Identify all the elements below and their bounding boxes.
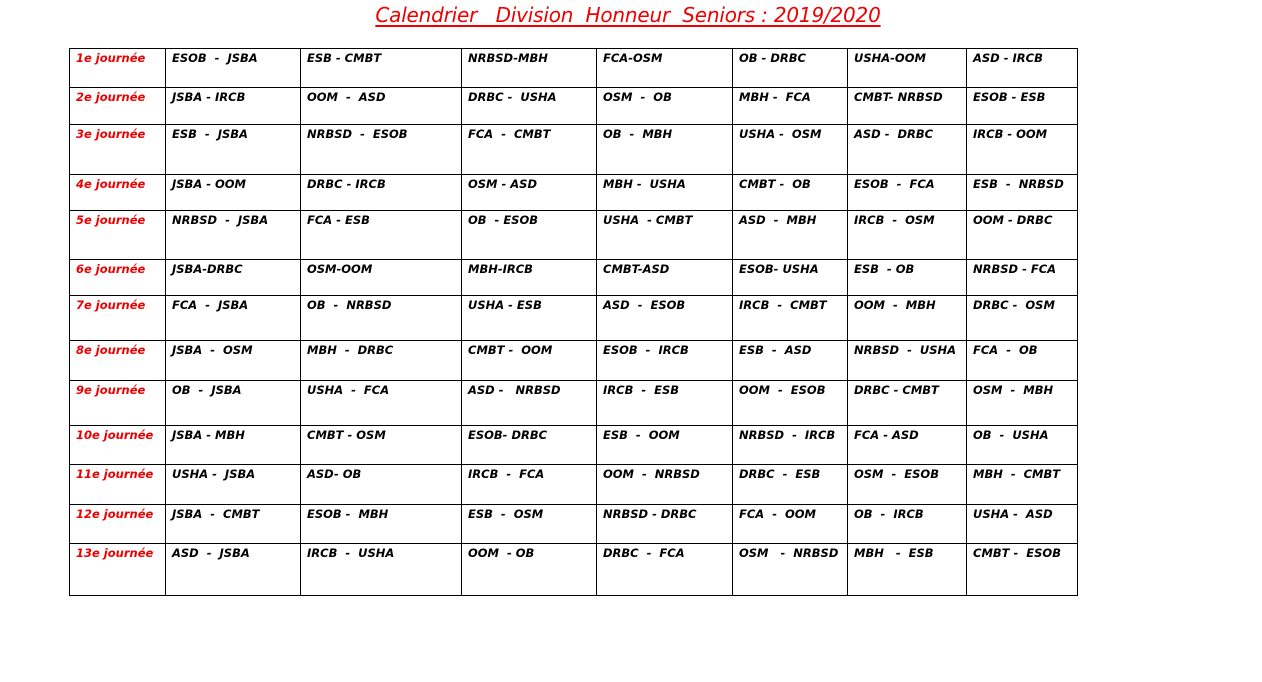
match-cell: IRCB - ESB (597, 381, 733, 426)
match-cell: DRBC - CMBT (848, 381, 967, 426)
match-cell: USHA - CMBT (597, 211, 733, 260)
match-cell: OB - IRCB (848, 505, 967, 544)
round-row (70, 260, 1078, 296)
round-label: 4e journée (70, 175, 166, 211)
match-cell: OB - DRBC (733, 49, 848, 88)
match-cell: JSBA - OOM (166, 175, 301, 211)
round-label: 2e journée (70, 88, 166, 125)
match-cell: OB - NRBSD (301, 296, 462, 341)
round-row (70, 341, 1078, 381)
match-cell: USHA - FCA (301, 381, 462, 426)
match-cell: JSBA - CMBT (166, 505, 301, 544)
round-label: 10e journée (70, 426, 166, 465)
round-label: 1e journée (70, 49, 166, 88)
match-cell: CMBT - OSM (301, 426, 462, 465)
round-row (70, 125, 1078, 175)
match-cell: CMBT - OOM (462, 341, 597, 381)
match-cell: NRBSD - JSBA (166, 211, 301, 260)
match-cell: ASD - NRBSD (462, 381, 597, 426)
match-cell: JSBA - MBH (166, 426, 301, 465)
round-row (70, 49, 1078, 88)
fixtures-table (69, 48, 1078, 596)
match-cell: OSM - OB (597, 88, 733, 125)
match-cell: USHA - ESB (462, 296, 597, 341)
match-cell: USHA - OSM (733, 125, 848, 175)
round-label: 13e journée (70, 544, 166, 596)
match-cell: OOM - ASD (301, 88, 462, 125)
match-cell: FCA - JSBA (166, 296, 301, 341)
match-cell: OOM - DRBC (967, 211, 1078, 260)
round-row (70, 426, 1078, 465)
match-cell: ESB - OOM (597, 426, 733, 465)
match-cell: JSBA-DRBC (166, 260, 301, 296)
round-label: 7e journée (70, 296, 166, 341)
match-cell: JSBA - OSM (166, 341, 301, 381)
match-cell: OOM - OB (462, 544, 597, 596)
round-row (70, 381, 1078, 426)
round-label: 12e journée (70, 505, 166, 544)
match-cell: CMBT- NRBSD (848, 88, 967, 125)
match-cell: OOM - MBH (848, 296, 967, 341)
match-cell: ESB - CMBT (301, 49, 462, 88)
match-cell: ESB - NRBSD (967, 175, 1078, 211)
match-cell: OSM - ESOB (848, 465, 967, 505)
match-cell: FCA - OOM (733, 505, 848, 544)
match-cell: CMBT - OB (733, 175, 848, 211)
round-label: 8e journée (70, 341, 166, 381)
match-cell: MBH-IRCB (462, 260, 597, 296)
match-cell: ESB - OB (848, 260, 967, 296)
match-cell: USHA - ASD (967, 505, 1078, 544)
match-cell: MBH - CMBT (967, 465, 1078, 505)
match-cell: ASD - ESOB (597, 296, 733, 341)
match-cell: OOM - NRBSD (597, 465, 733, 505)
round-label: 6e journée (70, 260, 166, 296)
match-cell: MBH - ESB (848, 544, 967, 596)
match-cell: FCA - ESB (301, 211, 462, 260)
round-label: 3e journée (70, 125, 166, 175)
match-cell: FCA - ASD (848, 426, 967, 465)
match-cell: NRBSD - FCA (967, 260, 1078, 296)
match-cell: FCA - OB (967, 341, 1078, 381)
match-cell: ESOB - IRCB (597, 341, 733, 381)
match-cell: MBH - FCA (733, 88, 848, 125)
match-cell: NRBSD - DRBC (597, 505, 733, 544)
match-cell: OB - ESOB (462, 211, 597, 260)
match-cell: OSM - ASD (462, 175, 597, 211)
match-cell: NRBSD - USHA (848, 341, 967, 381)
match-cell: ESB - ASD (733, 341, 848, 381)
match-cell: NRBSD - IRCB (733, 426, 848, 465)
round-row (70, 465, 1078, 505)
match-cell: USHA - JSBA (166, 465, 301, 505)
round-row (70, 544, 1078, 596)
match-cell: OSM - NRBSD (733, 544, 848, 596)
round-label: 5e journée (70, 211, 166, 260)
round-row (70, 88, 1078, 125)
match-cell: MBH - USHA (597, 175, 733, 211)
match-cell: OB - MBH (597, 125, 733, 175)
match-cell: ASD - JSBA (166, 544, 301, 596)
match-cell: NRBSD - ESOB (301, 125, 462, 175)
match-cell: ESOB - JSBA (166, 49, 301, 88)
match-cell: CMBT - ESOB (967, 544, 1078, 596)
match-cell: ESOB- USHA (733, 260, 848, 296)
match-cell: IRCB - USHA (301, 544, 462, 596)
match-cell: IRCB - OOM (967, 125, 1078, 175)
match-cell: OSM-OOM (301, 260, 462, 296)
match-cell: IRCB - OSM (848, 211, 967, 260)
match-cell: ASD- OB (301, 465, 462, 505)
match-cell: ASD - MBH (733, 211, 848, 260)
round-row (70, 505, 1078, 544)
page-title: Calendrier Division Honneur Seniors : 2019/2020 (375, 3, 881, 27)
match-cell: JSBA - IRCB (166, 88, 301, 125)
round-label: 11e journée (70, 465, 166, 505)
match-cell: ESOB - ESB (967, 88, 1078, 125)
match-cell: ASD - DRBC (848, 125, 967, 175)
round-row (70, 211, 1078, 260)
match-cell: NRBSD-MBH (462, 49, 597, 88)
match-cell: ESOB - MBH (301, 505, 462, 544)
match-cell: IRCB - CMBT (733, 296, 848, 341)
match-cell: CMBT-ASD (597, 260, 733, 296)
round-row (70, 175, 1078, 211)
match-cell: ESB - OSM (462, 505, 597, 544)
match-cell: OB - JSBA (166, 381, 301, 426)
match-cell: USHA-OOM (848, 49, 967, 88)
match-cell: DRBC - USHA (462, 88, 597, 125)
match-cell: MBH - DRBC (301, 341, 462, 381)
match-cell: ESOB - FCA (848, 175, 967, 211)
match-cell: DRBC - FCA (597, 544, 733, 596)
match-cell: ESB - JSBA (166, 125, 301, 175)
match-cell: ESOB- DRBC (462, 426, 597, 465)
match-cell: DRBC - IRCB (301, 175, 462, 211)
match-cell: OB - USHA (967, 426, 1078, 465)
match-cell: DRBC - OSM (967, 296, 1078, 341)
match-cell: ASD - IRCB (967, 49, 1078, 88)
match-cell: FCA-OSM (597, 49, 733, 88)
match-cell: FCA - CMBT (462, 125, 597, 175)
match-cell: DRBC - ESB (733, 465, 848, 505)
match-cell: OSM - MBH (967, 381, 1078, 426)
match-cell: OOM - ESOB (733, 381, 848, 426)
round-row (70, 296, 1078, 341)
match-cell: IRCB - FCA (462, 465, 597, 505)
round-label: 9e journée (70, 381, 166, 426)
